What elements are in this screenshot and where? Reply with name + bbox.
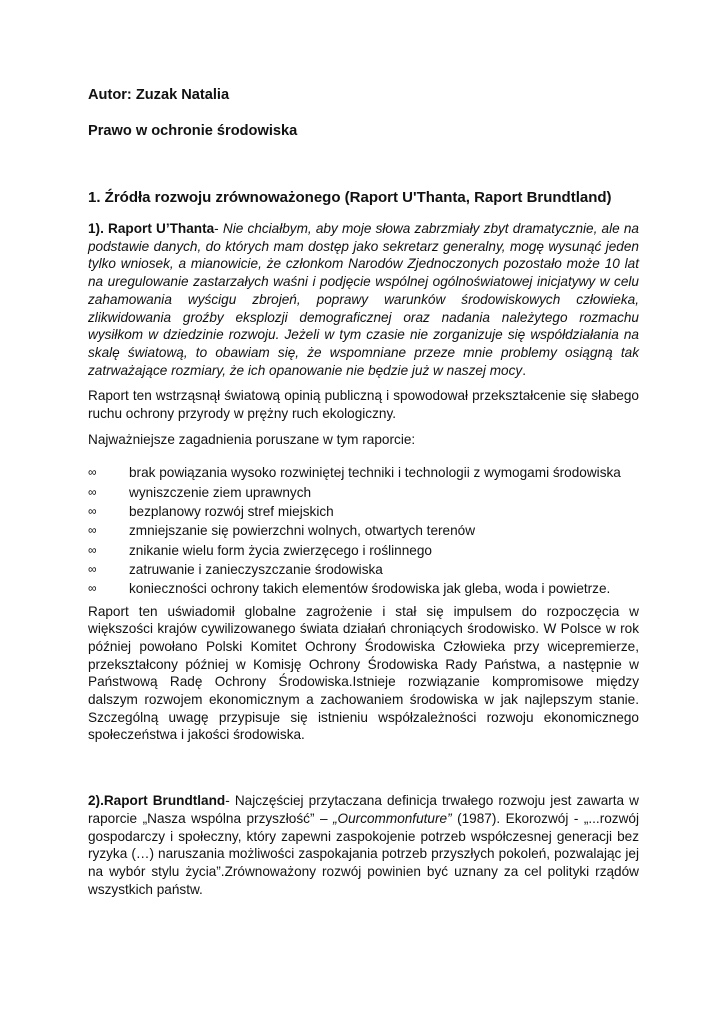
- list-item: [88, 521, 639, 540]
- uthant-quote: Nie chciałbym, aby moje słowa zabrzmiały zbyt dramatycznie, ale na podstawie danych, do których mam dostęp jako sekretarz generalny, mogę wysunąć jeden tylko wniosek, a mianowicie, że członkom Narodów Zjednoczonych pozostało może 10 lat na uregulowanie zastarzałych waśni i podjęcie wspólnej ogólnoświatowej inicjatywy w celu zahamowania wyścigu zbrojeń, poprawy warunków środowiskowych człowieka, zlikwidowania groźby eksplozji demograficznej oraz nadania należytego rozmachu wysiłkom w dziedzinie rozwoju. Jeżeli w tym czasie nie zorganizuje się współdziałania na skalę światową, to obawiam się, że wspomniane przeze mnie problemy osiągną tak zatrważające rozmiary, że ich opanowanie nie będzie już w naszej mocy: [88, 221, 639, 378]
- uthant-dash: -: [214, 221, 223, 236]
- infinity-bullet-icon: ∞: [88, 561, 97, 576]
- infinity-bullet-icon: ∞: [88, 484, 97, 499]
- list-item-text: zmniejszanie się powierzchni wolnych, otwartych terenów: [129, 523, 476, 539]
- list-item-text: znikanie wielu form życia zwierzęcego i roślinnego: [129, 542, 432, 558]
- infinity-bullet-icon: ∞: [88, 504, 97, 519]
- list-item-text: zatruwanie i zanieczyszczanie środowiska: [129, 561, 383, 577]
- document-title: Prawo w ochronie środowiska: [88, 123, 298, 139]
- list-item: [88, 541, 639, 560]
- uthant-quote-paragraph: [88, 220, 639, 379]
- infinity-bullet-icon: ∞: [88, 465, 97, 480]
- list-item-text: bezplanowy rozwój stref miejskich: [129, 504, 334, 520]
- list-item: [88, 579, 639, 598]
- issues-intro-paragraph: Najważniejsze zagadnienia poruszane w tym raporcie:: [88, 431, 416, 447]
- list-item-text: wyniszczenie ziem uprawnych: [129, 484, 312, 500]
- list-item-text: brak powiązania wysoko rozwiniętej techniki i technologii z wymogami środowiska: [129, 465, 621, 481]
- brundtland-title-italic: „Ourcommonfuture”: [333, 810, 452, 826]
- uthant-quote-end: .: [522, 362, 526, 378]
- brundtland-text-a: - Najczęściej przytaczana definicja trwałego rozwoju jest zawarta w raporcie „Nasza wspólna przyszłość” –: [88, 793, 639, 826]
- global-threat-paragraph: Raport ten uświadomił globalne zagrożenie i stał się impulsem do rozpoczęcia w większości krajów cywilizowanego świata działań chroniących środowisko. W Polsce w rok później powołano Polski Komitet Ochrony Środowiska Człowieka przy wicepremierze, przekształcony później w Komisję Ochrony Środowiska Rady Państwa, a następnie w Państwową Radę Ochrony Środowiska.Istnieje rozwiązanie kompromisowe między dalszym rozwojem ekonomicznym a zachowaniem środowiska w jak najlepszym stanie. Szczególną uwagę przypisuje się istnieniu współzależności rozwoju ekonomicznego społeczeństwa i jakości środowiska.: [88, 603, 639, 743]
- brundtland-paragraph: [88, 792, 639, 898]
- infinity-bullet-icon: ∞: [88, 542, 97, 557]
- report-impact-paragraph: Raport ten wstrząsnął światową opinią publiczną i spowodował przekształcenie się słabego ruchu ochrony przyrody w prężny ruch ekologiczny.: [88, 388, 639, 422]
- list-item-text: konieczności ochrony takich elementów środowiska jak gleba, woda i powietrze.: [129, 581, 611, 597]
- list-item: [88, 502, 639, 521]
- issues-list: [88, 463, 639, 598]
- list-item: [88, 463, 639, 482]
- list-item: [88, 483, 639, 502]
- infinity-bullet-icon: ∞: [88, 581, 97, 596]
- brundtland-label: 2).Raport Brundtland: [88, 793, 226, 809]
- author-line: Autor: Zuzak Natalia: [88, 87, 230, 103]
- paragraph-spacer: [88, 752, 639, 792]
- document-body: [88, 85, 639, 906]
- infinity-bullet-icon: ∞: [88, 523, 97, 538]
- uthant-label: 1). Raport U’Thanta: [88, 221, 215, 236]
- section-1-heading: 1. Źródła rozwoju zrównoważonego (Raport U'Thanta, Raport Brundtland): [88, 189, 612, 206]
- brundtland-text-b: (1987). Ekorozwój - „...rozwój gospodarczy i społeczny, który zapewni zaspokojenie potrzeb współczesnej generacji bez ryzyka (…) naruszania możliwości zaspokajania potrzeb przyszłych pokoleń, pozwalając jej na wybór stylu życia”.Zrównoważony rozwój powinien być uznany za cel polityki rządów wszystkich państw.: [88, 810, 639, 897]
- list-item: [88, 560, 639, 579]
